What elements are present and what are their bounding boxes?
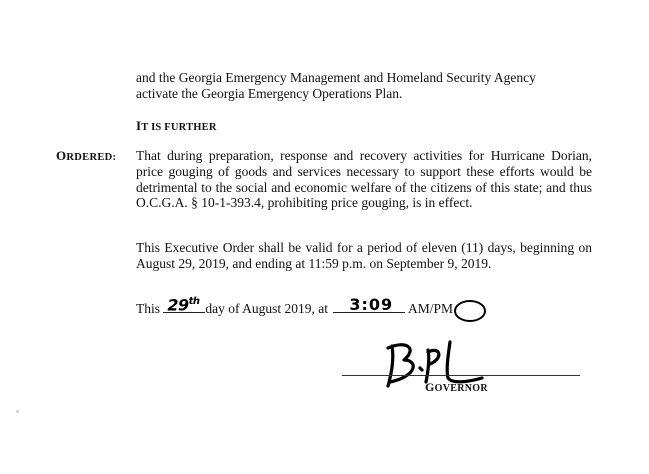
signature-line xyxy=(342,375,580,376)
this-label: This xyxy=(136,301,161,316)
intro-line: and the Georgia Emergency Management and Homeland Security Agency xyxy=(136,70,536,85)
signing-date-line xyxy=(136,295,454,317)
time-blank xyxy=(333,295,405,314)
handwritten-time: 3:09 xyxy=(349,295,394,314)
ordered-paragraph: That during preparation, response and recovery activities for Hurricane Dorian, price gouging of goods and services necessary to support these efforts would be detrimental to the social and economic welfare of the citizens of this state; and thus O.C.G.A. § 10-1-393.4, prohibiting price gouging, is in effect. xyxy=(136,148,592,211)
scan-dot xyxy=(16,410,19,413)
governor-label: GOVERNOR xyxy=(425,380,488,394)
day-blank xyxy=(163,295,205,314)
ordered-label: ORDERED: xyxy=(56,148,117,163)
ampm-label: AM/PM xyxy=(408,301,454,316)
further-heading: IT IS FURTHER xyxy=(136,118,217,133)
day-of-label: day of August 2019, at xyxy=(205,301,329,316)
intro-line: activate the Georgia Emergency Operations Plan. xyxy=(136,85,403,101)
validity-paragraph: This Executive Order shall be valid for a period of eleven (11) days, beginning on August 29, 2019, and ending at 11:59 p.m. on September 9, 2019. xyxy=(136,240,592,271)
intro-paragraph xyxy=(136,70,592,102)
pm-circle-mark xyxy=(454,300,486,322)
handwritten-day: 29th xyxy=(167,295,200,314)
